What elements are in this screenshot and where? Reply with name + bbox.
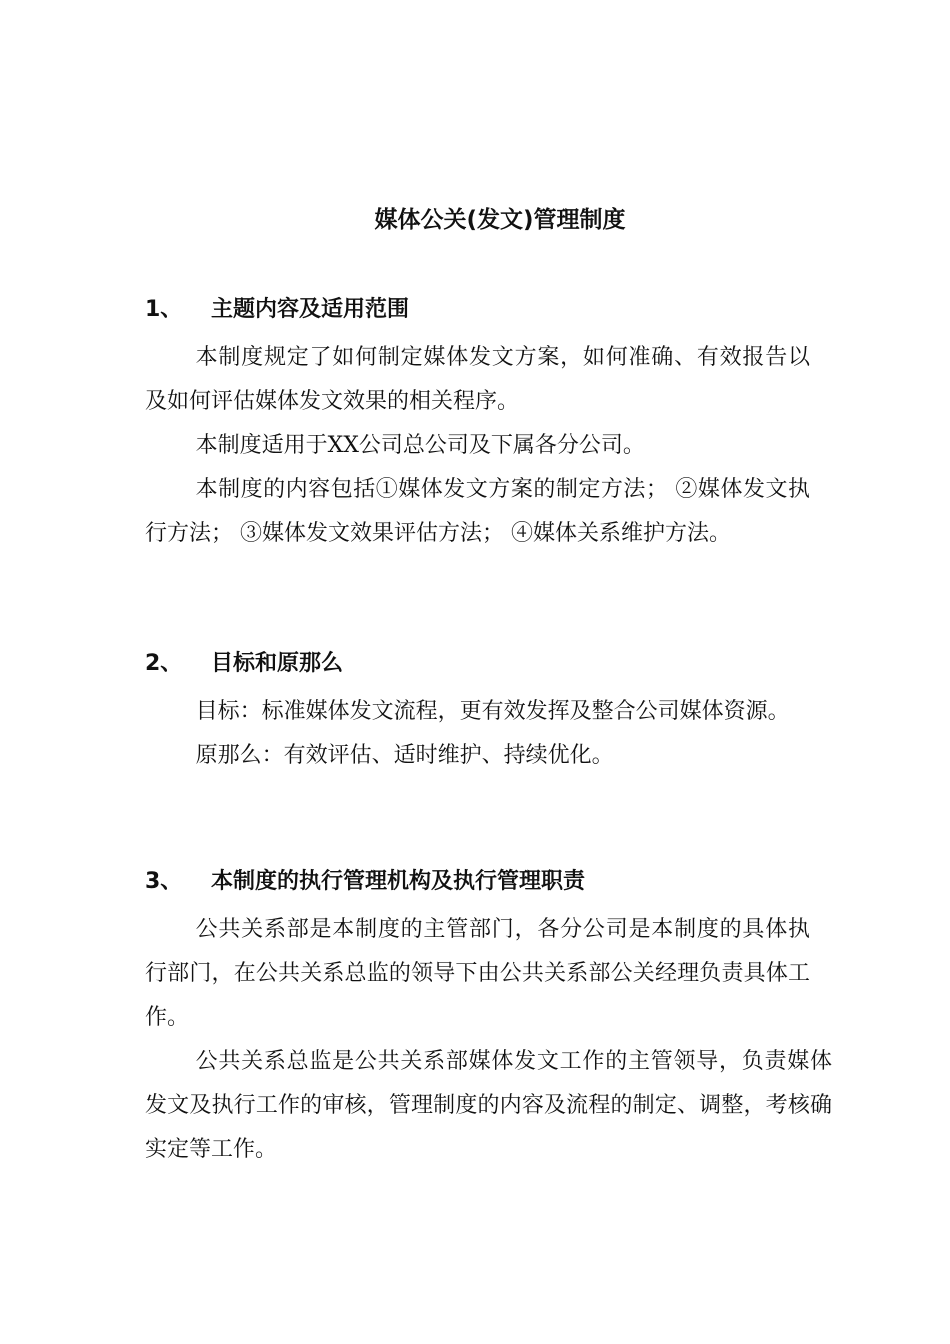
paragraph: 本制度的内容包括①媒体发文方案的制定方法； ②媒体发文执行方法； ③媒体发文效果评估方法； ④媒体关系维护方法。: [145, 477, 810, 546]
section-3: [145, 864, 832, 1172]
section-heading: [145, 292, 810, 328]
paragraph: 本制度规定了如何制定媒体发文方案，如何准确、有效报告以及如何评估媒体发文效果的相关程序。: [145, 345, 810, 414]
document-title: 媒体公关(发文)管理制度: [374, 207, 626, 233]
paragraph: 公共关系总监是公共关系部媒体发文工作的主管领导，负责媒体发文及执行工作的审核，管理制度的内容及流程的制定、调整，考核确实定等工作。: [145, 1049, 832, 1162]
section-heading-text: 本制度的执行管理机构及执行管理职责: [211, 869, 586, 894]
section-heading-text: 主题内容及适用范围: [211, 297, 410, 322]
section-number: 3、: [145, 869, 183, 894]
section-heading: [145, 646, 810, 682]
paragraph: 公共关系部是本制度的主管部门，各分公司是本制度的具体执行部门，在公共关系总监的领导下由公共关系部公关经理负责具体工作。: [145, 917, 810, 1030]
paragraph: 原那么：有效评估、适时维护、持续优化。: [195, 743, 614, 768]
paragraph: 本制度适用于XX公司总公司及下属各分公司。: [195, 433, 645, 458]
section-2: [145, 646, 810, 778]
section-number: 2、: [145, 651, 183, 676]
section-heading: [145, 864, 810, 900]
section-heading-text: 目标和原那么: [211, 651, 344, 676]
section-number: 1、: [145, 297, 183, 322]
section-1: [145, 292, 810, 556]
paragraph: 目标：标准媒体发文流程，更有效发挥及整合公司媒体资源。: [195, 699, 790, 724]
